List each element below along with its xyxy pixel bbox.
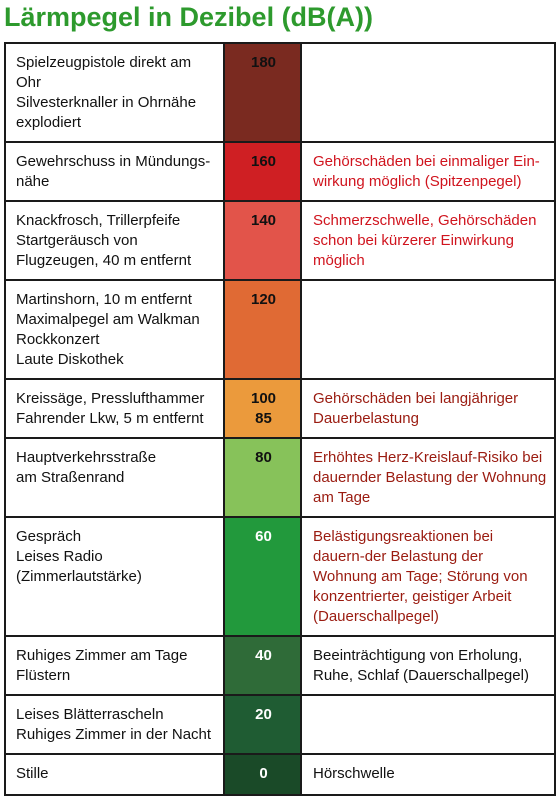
noise-source-text: nähe (16, 173, 50, 190)
decibel-value: 40 (255, 647, 272, 664)
health-effect-cell (301, 636, 555, 695)
health-effect-cell (301, 754, 555, 795)
decibel-cell (224, 438, 301, 517)
noise-source-cell (5, 695, 224, 754)
noise-source-cell (5, 438, 224, 517)
noise-source-text: (Zimmerlautstärke) (16, 568, 142, 585)
noise-source-text: Martinshorn, 10 m entfernt (16, 291, 192, 308)
noise-source-cell (5, 43, 224, 142)
decibel-cell (224, 636, 301, 695)
noise-source-cell (5, 142, 224, 201)
noise-source-text: explodiert (16, 114, 82, 131)
decibel-value: 160 (250, 153, 277, 170)
noise-source-text: Knackfrosch, Trillerpfeife (16, 212, 181, 229)
health-effect-text: Belästigungsreaktionen bei dauern-der Belastung der Wohnung am Tage; Störung von konzentrierter, geistiger Arbeit (Dauerschallpegel) (313, 528, 528, 625)
decibel-value: 85 (255, 410, 272, 427)
health-effect-cell (301, 43, 555, 142)
health-effect-text: Erhöhtes Herz-Kreislauf-Risiko bei dauernder Belastung der Wohnung am Tage (313, 449, 547, 506)
decibel-value: 80 (255, 449, 272, 466)
decibel-value: 120 (250, 291, 277, 308)
decibel-value: 0 (259, 765, 268, 782)
table-row (5, 379, 555, 438)
table-row (5, 517, 555, 636)
decibel-value: 60 (255, 528, 272, 545)
decibel-cell (224, 280, 301, 379)
decibel-cell (224, 517, 301, 636)
health-effect-cell (301, 379, 555, 438)
noise-source-text: Ruhiges Zimmer am Tage (16, 647, 188, 664)
noise-source-cell (5, 754, 224, 795)
noise-source-text: Flüstern (16, 667, 71, 684)
health-effect-cell (301, 142, 555, 201)
health-effect-text: Schmerzschwelle, Gehörschäden schon bei kürzerer Einwirkung möglich (313, 212, 537, 269)
health-effect-cell (301, 695, 555, 754)
decibel-cell (224, 695, 301, 754)
noise-level-table (4, 42, 556, 796)
decibel-value: 100 (250, 390, 277, 407)
table-row (5, 636, 555, 695)
decibel-value: 180 (250, 54, 277, 71)
noise-source-text: Gespräch (16, 528, 82, 545)
noise-source-cell (5, 201, 224, 280)
noise-source-text: Stille (16, 765, 49, 782)
table-row (5, 142, 555, 201)
table-row (5, 754, 555, 795)
decibel-value: 20 (255, 706, 272, 723)
noise-source-text: Hauptverkehrsstraße (16, 449, 157, 466)
table-row (5, 280, 555, 379)
noise-source-cell (5, 636, 224, 695)
noise-source-cell (5, 517, 224, 636)
health-effect-text: Beeinträchtigung von Erholung, Ruhe, Schlaf (Dauerschallpegel) (313, 647, 529, 684)
table-row (5, 438, 555, 517)
noise-source-text: Rockkonzert (16, 331, 100, 348)
noise-source-cell (5, 379, 224, 438)
health-effect-text: Gehörschäden bei langjähriger Dauerbelastung (313, 390, 519, 427)
noise-source-text: am Straßenrand (16, 469, 125, 486)
decibel-cell (224, 379, 301, 438)
noise-source-text: Maximalpegel am Walkman (16, 311, 200, 328)
health-effect-cell (301, 517, 555, 636)
noise-source-cell (5, 280, 224, 379)
decibel-cell (224, 142, 301, 201)
table-row (5, 201, 555, 280)
health-effect-text: Hörschwelle (313, 765, 395, 782)
noise-source-text: Ohr (16, 74, 42, 91)
noise-source-text: Leises Radio (16, 548, 103, 565)
page-title: Lärmpegel in Dezibel (dB(A)) (4, 2, 374, 32)
health-effect-cell (301, 201, 555, 280)
noise-source-text: Flugzeugen, 40 m entfernt (16, 252, 192, 269)
decibel-cell (224, 201, 301, 280)
noise-source-text: Kreissäge, Presslufthammer (16, 390, 205, 407)
noise-source-text: Spielzeugpistole direkt am (16, 54, 192, 71)
noise-source-text: Fahrender Lkw, 5 m entfernt (16, 410, 204, 427)
table-row (5, 695, 555, 754)
decibel-cell (224, 754, 301, 795)
table-body (5, 43, 555, 795)
noise-source-text: Ruhiges Zimmer in der Nacht (16, 726, 212, 743)
noise-source-text: Silvesterknaller in Ohrnähe (16, 94, 197, 111)
noise-source-text: Startgeräusch von (16, 232, 138, 249)
health-effect-cell (301, 280, 555, 379)
table-row (5, 43, 555, 142)
noise-source-text: Gewehrschuss in Mündungs- (16, 153, 211, 170)
noise-source-text: Leises Blätterrascheln (16, 706, 164, 723)
decibel-value: 140 (250, 212, 277, 229)
health-effect-cell (301, 438, 555, 517)
decibel-cell (224, 43, 301, 142)
health-effect-text: Gehörschäden bei einmaliger Ein-wirkung möglich (Spitzenpegel) (313, 153, 540, 190)
noise-source-text: Laute Diskothek (16, 351, 124, 368)
